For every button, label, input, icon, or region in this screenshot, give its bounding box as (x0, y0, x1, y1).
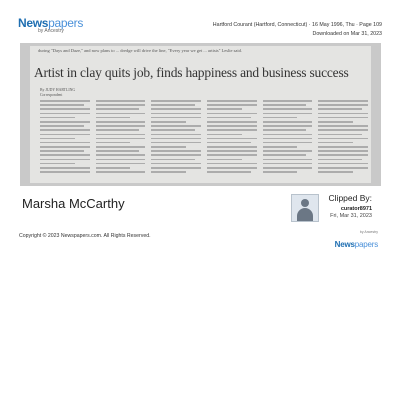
article-columns (40, 100, 368, 180)
article-column (40, 100, 90, 180)
clip-date: Fri, Mar 31, 2023 (330, 213, 372, 219)
byline-role: Correspondent (40, 92, 63, 97)
footer-logo-prefix: News (334, 240, 355, 249)
footer-logo-byline: by Ancestry (359, 230, 378, 234)
byline-author: By JUDY HARTLING (40, 88, 76, 92)
user-avatar-icon[interactable] (291, 194, 319, 222)
newspaper-clipping (20, 43, 381, 186)
clipping-title: Marsha McCarthy (22, 196, 125, 211)
clipping-byline (40, 88, 75, 97)
clipped-by-label: Clipped By: (328, 193, 372, 203)
article-column (151, 100, 201, 180)
clipping-snippet: during "Days and Daze," and now plans to ... dredge will drive the line, "Every year we get ... artists" Leslie said. (38, 48, 243, 53)
footer-newspapers-logo[interactable] (335, 230, 378, 252)
curator-link[interactable]: curator8971 (340, 206, 372, 212)
article-column (207, 100, 257, 180)
publication-info: Hartford Courant (Hartford, Connecticut) · 16 May 1996, Thu · Page 109 (212, 22, 382, 28)
clipping-page (30, 46, 371, 183)
footer-logo-suffix: papers (354, 240, 378, 249)
avatar-head (301, 199, 309, 207)
article-column (318, 100, 368, 180)
page-header (18, 14, 382, 40)
footer-logo-text (335, 240, 378, 249)
download-info: Downloaded on Mar 31, 2023 (312, 31, 382, 37)
logo-prefix: News (18, 16, 49, 30)
avatar-body (297, 208, 313, 221)
article-column (96, 100, 146, 180)
article-column (263, 100, 313, 180)
logo-byline: by Ancestry (38, 28, 64, 34)
logo-suffix: papers (48, 16, 84, 30)
copyright-notice: Copyright © 2023 Newspapers.com. All Rights Reserved. (19, 233, 151, 239)
clipping-headline: Artist in clay quits job, finds happiness and business success (34, 65, 349, 80)
